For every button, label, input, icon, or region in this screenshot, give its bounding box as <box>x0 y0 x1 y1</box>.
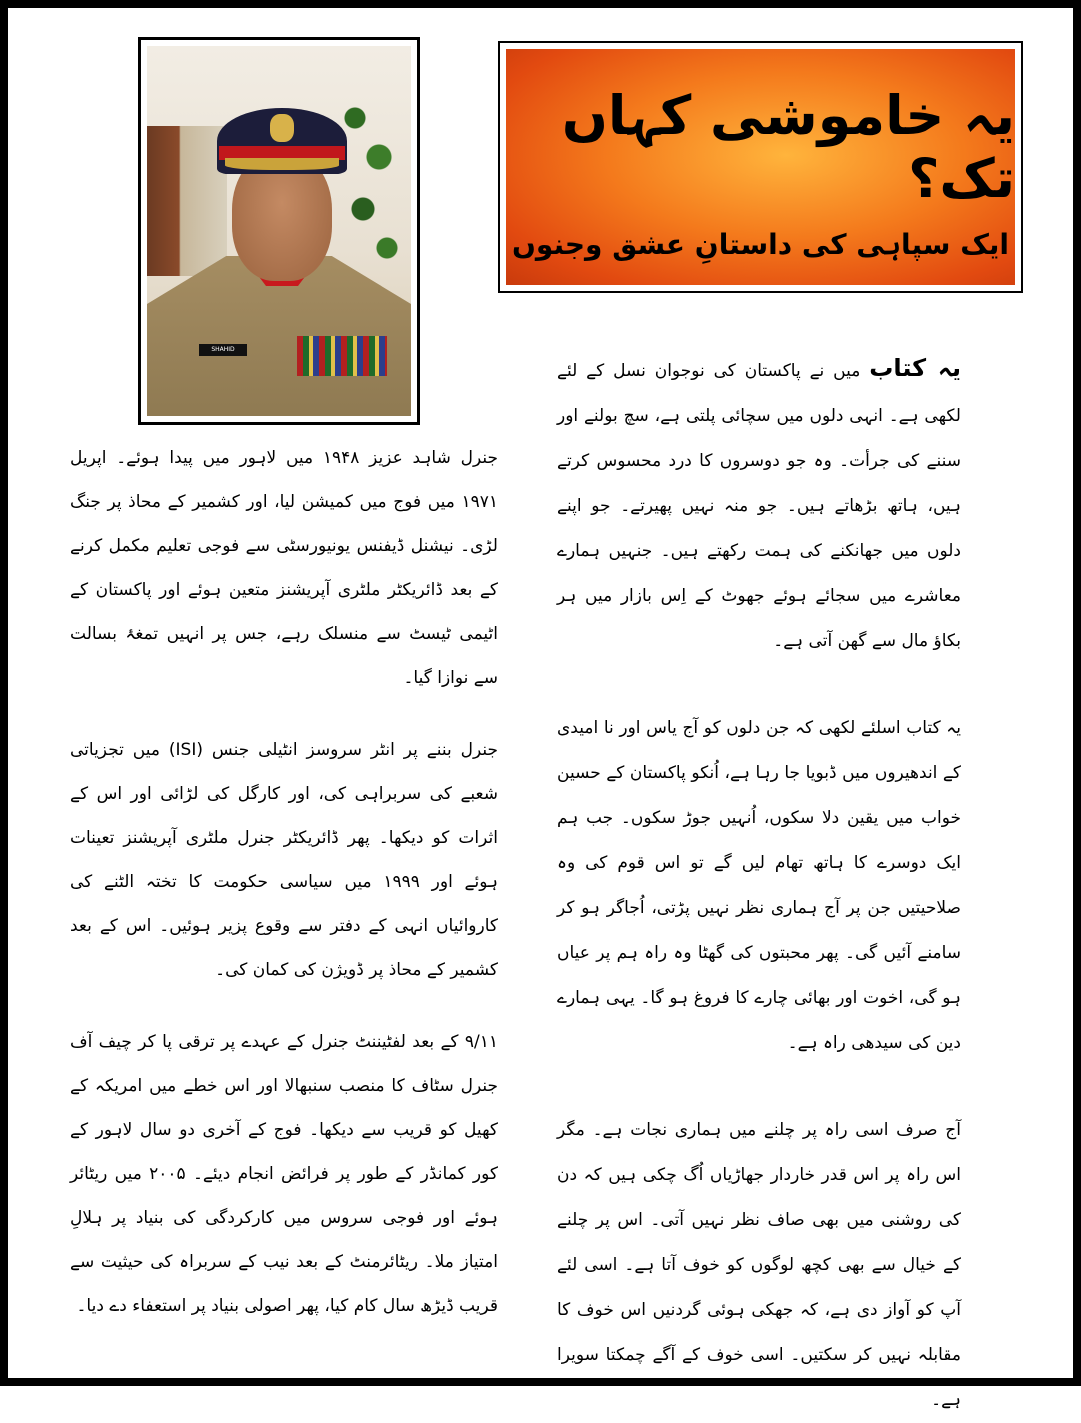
medal-ribbons <box>297 336 387 376</box>
banner-subtitle: ایک سپاہی کی داستانِ عشق وجنوں <box>511 227 1009 261</box>
bio-paragraph-3: ۹/۱۱ کے بعد لفٹیننٹ جنرل کے عہدے پر ترقی پا کر چیف آف جنرل سٹاف کا منصب سنبھالا اور اس خطے میں امریکہ کے کھیل کو قریب سے دیکھا۔ فوج کے آخری دو سال لاہور کے کور کمانڈر کے طور پر فرائض انجام دیئے۔ ۲۰۰۵ میں ریٹائر ہوئے اور فوجی سروس میں کارکردگی کی بنیاد پر ہلالِ امتیاز ملا۔ ریٹائرمنٹ کے بعد نیب کے سربراہ کی حیثیت سے قریب ڈیڑھ سال کام کیا، پھر اصولی بنیاد پر استعفاء دے دیا۔ <box>70 1032 498 1316</box>
intro-paragraph-3: آج صرف اسی راہ پر چلنے میں ہماری نجات ہے۔ مگر اس راہ پر اس قدر خاردار جھاڑیاں اُگ چکی ہیں کہ دن کی روشنی میں بھی صاف نظر نہیں آتی۔ اس پر چلنے کے خیال سے بھی کچھ لوگوں کو خوف آتا ہے۔ اسی لئے آپ کو آواز دی ہے، کہ جھکی ہوئی گردنیں اس خوف کا مقابلہ نہیں کر سکتیں۔ اسی خوف کے آگے چمکتا سویرا ہے۔ <box>557 1120 961 1410</box>
biography-column <box>70 436 498 1328</box>
window-background <box>147 126 227 276</box>
name-tag: SHAHID <box>199 344 247 356</box>
intro-paragraph-2: یہ کتاب اسلئے لکھی کہ جن دلوں کو آج یاس اور نا امیدی کے اندھیروں میں ڈبویا جا رہا ہے، اُنکو پاکستان کے حسین خواب میں یقین دلا سکوں، اُنہیں جوڑ سکوں۔ جب ہم ایک دوسرے کا ہاتھ تھام لیں گے تو اس قوم کی وہ صلاحیتیں جن پر آج ہماری نظر نہیں پڑتی، اُجاگر ہو کر سامنے آئیں گی۔ پھر محبتوں کی گھٹا وہ راہ ہم پر عیاں ہو گی، اخوت اور بھائی چارے کا فروغ ہو گا۔ یہی ہمارے دین کی سیدھی راہ ہے۔ <box>557 718 961 1053</box>
cap-peak <box>225 158 339 170</box>
intro-paragraph-1 <box>557 346 961 664</box>
cap-badge-icon <box>270 114 294 142</box>
title-banner <box>498 41 1023 293</box>
bio-paragraph-1: جنرل شاہد عزیز ۱۹۴۸ میں لاہور میں پیدا ہوئے۔ اپریل ۱۹۷۱ میں فوج میں کمیشن لیا، اور کشمیر کے محاذ پر جنگ لڑی۔ نیشنل ڈیفنس یونیورسٹی سے فوجی تعلیم مکمل کرنے کے بعد ڈائریکٹر ملٹری آپریشنز متعین ہوئے اور پاکستان کے اٹیمی ٹیسٹ سے منسلک رہے، جس پر انہیں تمغۂ بسالت سے نوازا گیا۔ <box>70 448 498 688</box>
banner-background <box>506 49 1015 285</box>
author-portrait <box>138 37 420 425</box>
lead-word: یہ کتاب <box>869 354 962 382</box>
banner-title: یہ خاموشی کہاں تک؟ <box>561 83 1015 210</box>
book-intro-column <box>557 346 961 1423</box>
portrait-photo <box>147 46 411 416</box>
intro-paragraph-1-text: میں نے پاکستان کی نوجوان نسل کے لئے لکھی ہے۔ انہی دلوں میں سچائی پلتی ہے، سچ بولنے اور سننے کی جرأت۔ وہ جو دوسروں کا درد محسوس کرتے ہیں، ہاتھ بڑھاتے ہیں۔ جو منہ نہیں پھیرتے۔ جو اپنے دلوں میں جھانکنے کی ہمت رکھتے ہیں۔ جنہیں ہمارے معاشرے میں سجائے ہوئے جھوٹ کے اِس بازار میں ہر بکاؤ مال سے گھن آتی ہے۔ <box>557 361 961 651</box>
bio-paragraph-2: جنرل بننے پر انٹر سروسز انٹیلی جنس (ISI) میں تجزیاتی شعبے کی سربراہی کی، اور کارگل کی لڑائی اور اس کے اثرات کو دیکھا۔ پھر ڈائریکٹر جنرل ملٹری آپریشنز تعینات ہوئے اور ۱۹۹۹ میں سیاسی حکومت کا تختہ الٹنے کی کاروائیاں انہی کے دفتر سے وقوع پزیر ہوئیں۔ اس کے بعد کشمیر کے محاذ پر ڈویژن کی کمان کی۔ <box>70 740 499 980</box>
